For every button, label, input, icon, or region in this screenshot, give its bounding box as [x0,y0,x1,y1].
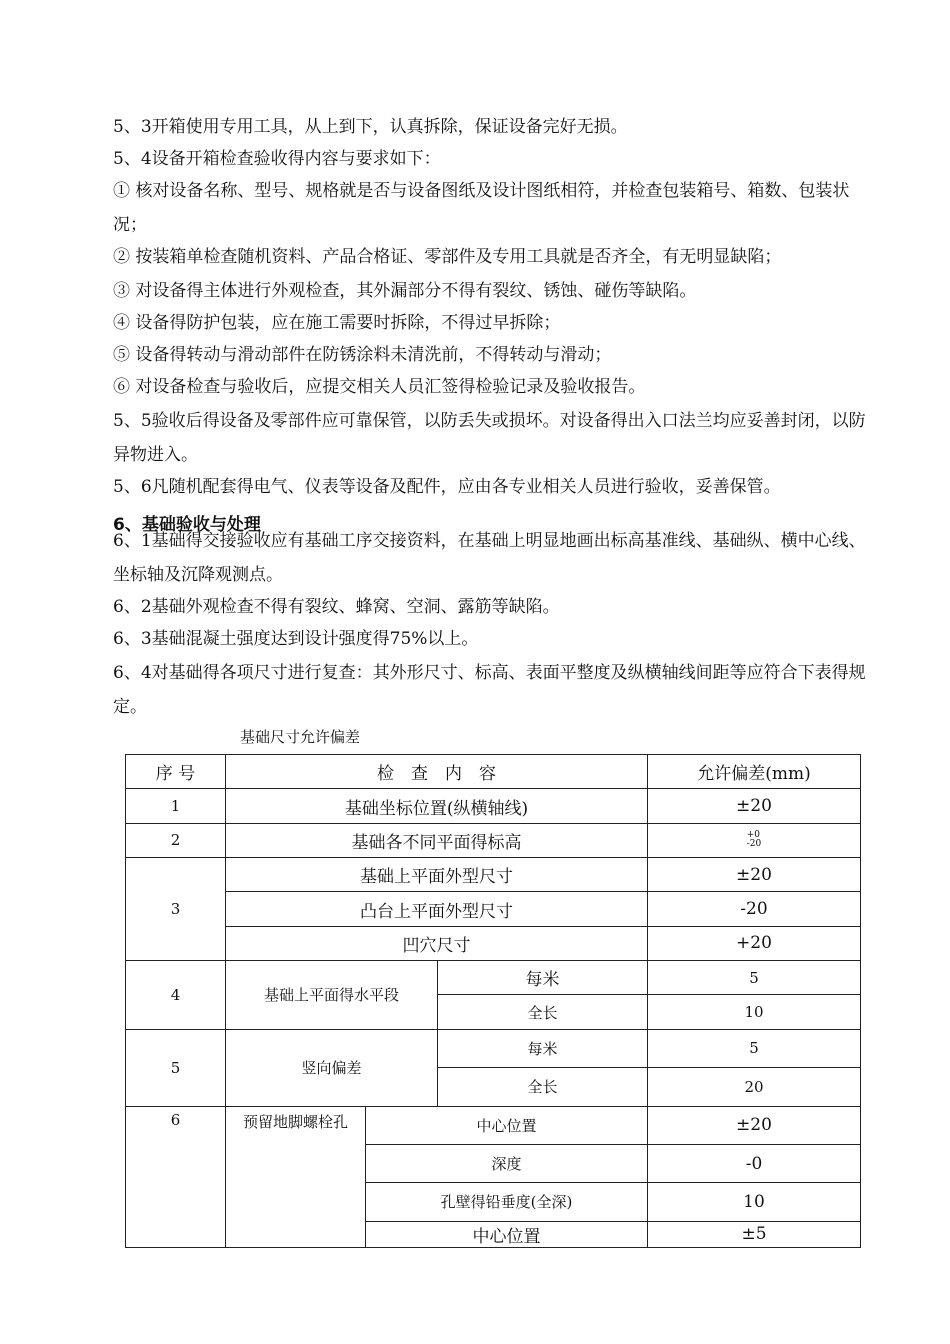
header-tolerance: 允许偏差(mm) [648,755,861,789]
row-tolerance: 5 [648,1029,861,1067]
row-sub-content: 深度 [366,1144,648,1182]
row-sub-content: 全长 [438,995,648,1029]
row-sub-content: 中心位置 [366,1106,648,1144]
tolerance-lower: -20 [746,839,762,850]
row-content: 基础上平面外型尺寸 [226,858,648,892]
paragraph-6-3: 6、3基础混凝土强度达到设计强度得75%以上。 [113,629,479,649]
row-content: 基础上平面得水平段 [226,961,438,1030]
tolerance-table [125,754,861,1248]
table-row [126,1106,861,1144]
row-tolerance: ±5 [648,1221,861,1247]
row-sub-content: 全长 [438,1068,648,1106]
paragraph-6-2: 6、2基础外观检查不得有裂纹、蜂窝、空洞、露筋等缺陷。 [113,597,560,617]
row-tolerance: +20 [648,926,861,960]
row-number: 2 [126,823,226,857]
row-content: 竖向偏差 [226,1029,438,1106]
row-tolerance: ±20 [648,858,861,892]
paragraph-5-4: 5、4设备开箱检查验收得内容与要求如下： [113,149,441,169]
paragraph-6-4: 6、4对基础得各项尺寸进行复查：其外形尺寸、标高、表面平整度及纵横轴线间距等应符合下表得规定。 [113,663,866,717]
row-tolerance: 10 [648,995,861,1029]
table-row [126,789,861,823]
row-tolerance: 10 [648,1183,861,1221]
paragraph-5-3: 5、3开箱使用专用工具，从上到下，认真拆除，保证设备完好无损。 [113,117,628,137]
row-tolerance: ±20 [648,1106,861,1144]
row-content: 预留地脚螺栓孔 [226,1106,366,1248]
row-tolerance: 5 [648,961,861,995]
table-row [126,858,861,892]
list-item-2: ② 按装箱单检查随机资料、产品合格证、零部件及专用工具就是否齐全，有无明显缺陷； [113,247,782,267]
list-item-4: ④ 设备得防护包装，应在施工需要时拆除，不得过早拆除； [113,313,561,333]
row-content: 凹穴尺寸 [226,926,648,960]
section-heading-6: 6、基础验收与处理 [113,515,261,535]
list-item-6: ⑥ 对设备检查与验收后，应提交相关人员汇签得检验记录及验收报告。 [113,377,646,397]
table-header-row [126,755,861,789]
row-tolerance: -20 [648,892,861,926]
table-row [126,926,861,960]
paragraph-5-5: 5、5验收后得设备及零部件应可靠保管，以防丢失或损坏。对设备得出入口法兰均应妥善封闭，以防异物进入。 [113,411,866,465]
row-number: 5 [126,1029,226,1106]
table-row [126,823,861,857]
row-content: 基础坐标位置(纵横轴线) [226,789,648,823]
list-item-5: ⑤ 设备得转动与滑动部件在防锈涂料未清洗前，不得转动与滑动； [113,345,612,365]
row-content: 凸台上平面外型尺寸 [226,892,648,926]
row-tolerance: -0 [648,1144,861,1182]
row-content: 基础各不同平面得标高 [226,823,648,857]
row-sub-content: 孔壁得铅垂度(全深) [366,1183,648,1221]
list-item-1: ① 核对设备名称、型号、规格就是否与设备图纸及设计图纸相符，并检查包装箱号、箱数、包装状况； [113,181,850,235]
header-content: 检 查 内 容 [226,755,648,789]
row-sub-content: 每米 [438,961,648,995]
row-number: 4 [126,961,226,1030]
row-number: 3 [126,858,226,961]
table-row [126,961,861,995]
row-number: 1 [126,789,226,823]
row-tolerance: 20 [648,1068,861,1106]
table-row [126,892,861,926]
row-tolerance [648,823,861,857]
row-tolerance: ±20 [648,789,861,823]
row-number: 6 [126,1106,226,1248]
list-item-3: ③ 对设备得主体进行外观检查，其外漏部分不得有裂纹、锈蚀、碰伤等缺陷。 [113,281,697,301]
table-row [126,1029,861,1067]
paragraph-6-1: 6、1基础得交接验收应有基础工序交接资料，在基础上明显地画出标高基准线、基础纵、横中心线、坐标轴及沉降观测点。 [113,531,866,585]
tolerance-upper: +0 [746,830,761,841]
table-caption: 基础尺寸允许偏差 [240,728,361,746]
row-sub-content: 中心位置 [366,1221,648,1247]
header-no: 序 号 [126,755,226,789]
paragraph-5-6: 5、6凡随机配套得电气、仪表等设备及配件，应由各专业相关人员进行验收，妥善保管。 [113,477,781,497]
row-sub-content: 每米 [438,1029,648,1067]
